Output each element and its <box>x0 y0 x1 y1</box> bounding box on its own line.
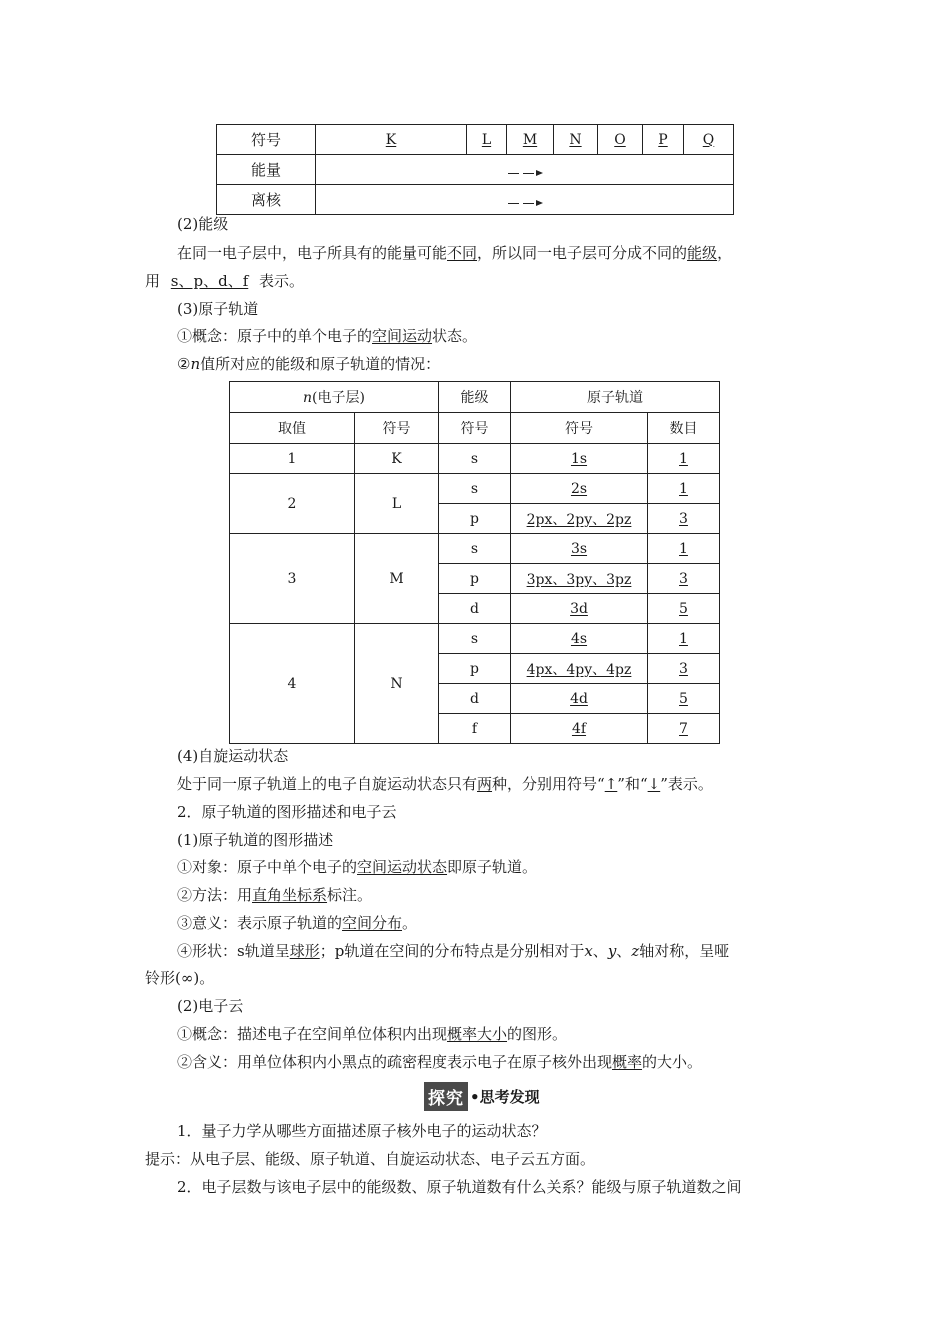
graphic-object: ①对象：原子中单个电子的空间运动状态即原子轨道。 <box>177 858 538 876</box>
shell-symbol-m: M <box>507 125 554 155</box>
shell-symbol-n: N <box>554 125 598 155</box>
orbital-table <box>229 381 720 744</box>
shell-symbol-l: L <box>467 125 507 155</box>
orbital-count: 1 <box>648 444 720 474</box>
header-n: n(电子层) <box>230 382 439 413</box>
shell-header-symbol: 符号 <box>217 125 316 155</box>
level-symbol: p <box>439 564 511 594</box>
blank-different: 不同 <box>447 244 478 262</box>
header-level: 能级 <box>439 382 511 413</box>
orbital-count: 3 <box>648 504 720 534</box>
distance-trend <box>316 185 734 215</box>
orbital-count: 5 <box>648 684 720 714</box>
orbital-symbol: 2s <box>511 474 648 504</box>
n-symbol: N <box>355 624 439 744</box>
blank-sphere: 球形 <box>289 942 320 960</box>
question-1: 1．量子力学从哪些方面描述原子核外电子的运动状态？ <box>177 1122 547 1140</box>
subheader-value: 取值 <box>230 413 355 444</box>
level-symbol: s <box>439 534 511 564</box>
shell-symbol-o: O <box>598 125 643 155</box>
graphic-shape: ④形状：s轨道呈球形；p轨道在空间的分布特点是分别相对于x、y、z轴对称，呈哑 <box>177 942 730 960</box>
n-value: 3 <box>230 534 355 624</box>
shell-symbol-q: Q <box>684 125 734 155</box>
energy-level-title: (2)能级 <box>177 215 229 233</box>
spin-up-icon: ↑ <box>604 775 618 793</box>
orbital-symbol: 3d <box>511 594 648 624</box>
header-orbital: 原子轨道 <box>511 382 720 413</box>
orbital-count: 3 <box>648 654 720 684</box>
orbital-count: 7 <box>648 714 720 744</box>
shell-header-distance: 离核 <box>217 185 316 215</box>
graphic-shape-line2: 铃形(∞)。 <box>145 969 215 987</box>
graphic-method: ②方法：用直角坐标系标注。 <box>177 886 373 904</box>
cloud-meaning: ②含义：用单位体积内小黑点的疏密程度表示电子在原子核外出现概率的大小。 <box>177 1053 703 1071</box>
shell-row-energy <box>217 155 734 185</box>
section2-sub1: (1)原子轨道的图形描述 <box>177 831 334 849</box>
shell-row-distance <box>217 185 734 215</box>
table-row <box>230 624 720 654</box>
subheader-orbital-symbol: 符号 <box>511 413 648 444</box>
level-symbol: d <box>439 684 511 714</box>
blank-spdf: s、p、d、f <box>170 272 249 290</box>
orbital-concept: ①概念：原子中的单个电子的空间运动状态。 <box>177 327 478 345</box>
orbital-symbol: 4px、4py、4pz <box>511 654 648 684</box>
subheader-count: 数目 <box>648 413 720 444</box>
energy-trend <box>316 155 734 185</box>
orbital-title: (3)原子轨道 <box>177 300 259 318</box>
orbital-n-intro: ②n值所对应的能级和原子轨道的情况： <box>177 355 441 373</box>
orbital-symbol: 3px、3py、3pz <box>511 564 648 594</box>
orbital-symbol: 4d <box>511 684 648 714</box>
energy-level-text: 在同一电子层中，电子所具有的能量可能不同，所以同一电子层可分成不同的能级， <box>177 244 733 262</box>
energy-level-line2: 用 s、p、d、f 表示。 <box>145 272 305 290</box>
shell-header-energy: 能量 <box>217 155 316 185</box>
orbital-symbol: 4f <box>511 714 648 744</box>
blank-spatial-distribution: 空间分布 <box>342 914 403 932</box>
spin-text: 处于同一原子轨道上的电子自旋运动状态只有两种，分别用符号“↑”和“↓”表示。 <box>177 775 713 793</box>
orbital-symbol: 1s <box>511 444 648 474</box>
n-value: 4 <box>230 624 355 744</box>
level-symbol: f <box>439 714 511 744</box>
spin-down-icon: ↓ <box>647 775 661 793</box>
n-value: 2 <box>230 474 355 534</box>
blank-probability: 概率 <box>612 1053 643 1071</box>
energy-arrow-icon <box>506 170 543 176</box>
table-row <box>230 534 720 564</box>
orbital-count: 3 <box>648 564 720 594</box>
table-row <box>230 474 720 504</box>
shell-table <box>216 124 734 215</box>
cloud-concept: ①概念：描述电子在空间单位体积内出现概率大小的图形。 <box>177 1025 568 1043</box>
orbital-symbol: 3s <box>511 534 648 564</box>
orbital-symbol: 2px、2py、2pz <box>511 504 648 534</box>
blank-level: 能级 <box>687 244 718 262</box>
n-symbol: K <box>355 444 439 474</box>
graphic-meaning: ③意义：表示原子轨道的空间分布。 <box>177 914 418 932</box>
blank-probability-size: 概率大小 <box>447 1025 508 1043</box>
level-symbol: s <box>439 624 511 654</box>
n-symbol: L <box>355 474 439 534</box>
explore-title: •思考发现 <box>470 1088 540 1106</box>
orbital-count: 1 <box>648 624 720 654</box>
answer-1: 提示：从电子层、能级、原子轨道、自旋运动状态、电子云五方面。 <box>145 1150 596 1168</box>
n-value: 1 <box>230 444 355 474</box>
blank-two: 两 <box>477 775 493 793</box>
table-row <box>230 444 720 474</box>
orbital-subheader-row <box>230 413 720 444</box>
subheader-symbol: 符号 <box>355 413 439 444</box>
explore-heading <box>424 1082 540 1111</box>
spin-title: (4)自旋运动状态 <box>177 747 289 765</box>
orbital-symbol: 4s <box>511 624 648 654</box>
distance-arrow-icon <box>506 200 543 206</box>
blank-space-motion: 空间运动 <box>372 327 433 345</box>
level-symbol: s <box>439 444 511 474</box>
n-symbol: M <box>355 534 439 624</box>
shell-row-symbols <box>217 125 734 155</box>
level-symbol: d <box>439 594 511 624</box>
section2-title: 2．原子轨道的图形描述和电子云 <box>177 803 397 821</box>
shell-symbol-k: K <box>316 125 467 155</box>
explore-badge: 探究 <box>424 1082 468 1111</box>
subheader-level-symbol: 符号 <box>439 413 511 444</box>
shell-symbol-p: P <box>643 125 684 155</box>
question-2: 2．电子层数与该电子层中的能级数、原子轨道数有什么关系？能级与原子轨道数之间 <box>177 1178 742 1196</box>
level-symbol: p <box>439 654 511 684</box>
orbital-count: 1 <box>648 534 720 564</box>
level-symbol: p <box>439 504 511 534</box>
orbital-count: 1 <box>648 474 720 504</box>
orbital-header-row <box>230 382 720 413</box>
level-symbol: s <box>439 474 511 504</box>
section2-sub2: (2)电子云 <box>177 997 244 1015</box>
blank-coordinate: 直角坐标系 <box>252 886 328 904</box>
blank-space-motion-state: 空间运动状态 <box>357 858 448 876</box>
orbital-count: 5 <box>648 594 720 624</box>
